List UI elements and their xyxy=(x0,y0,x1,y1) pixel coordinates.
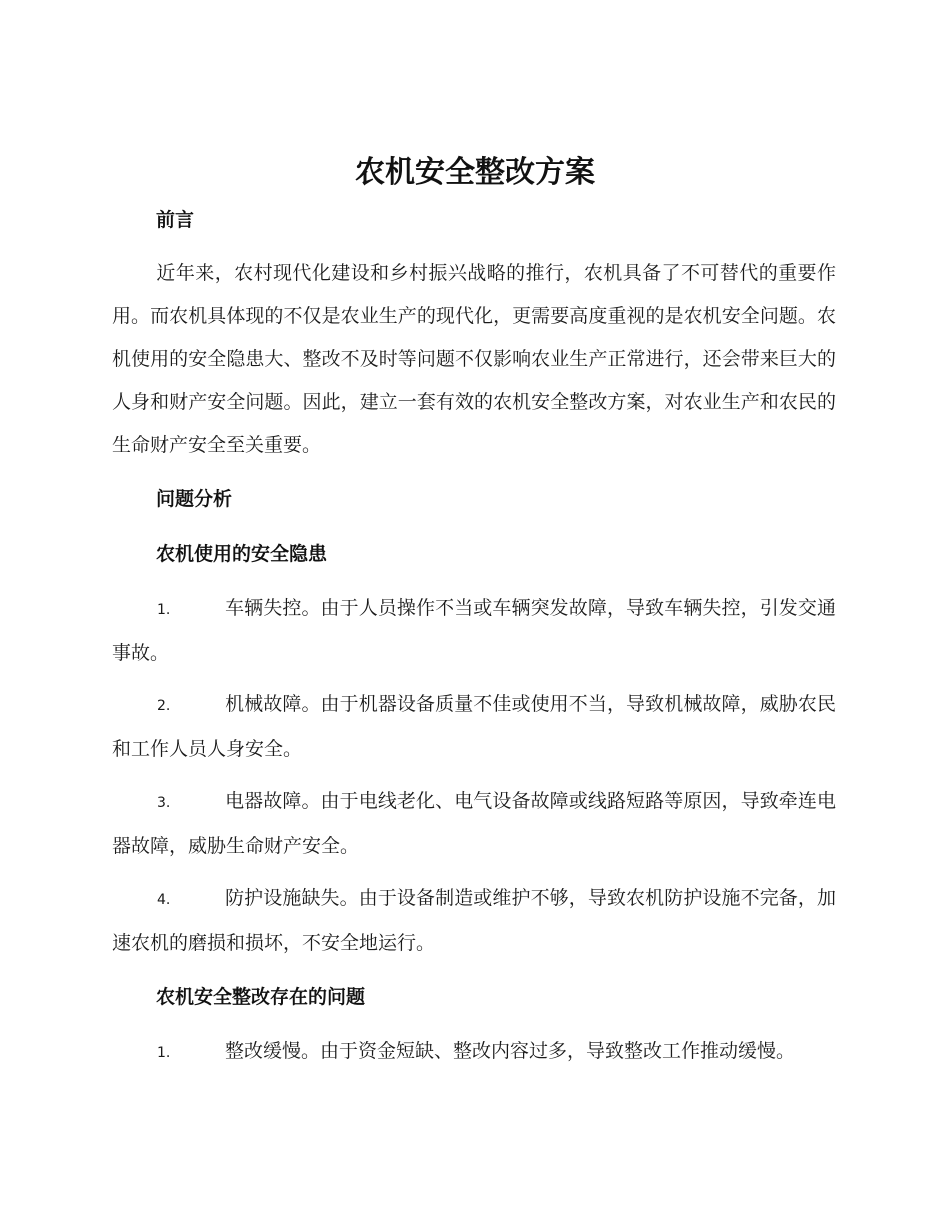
list-item-number: 2. xyxy=(157,698,171,714)
list-item xyxy=(112,780,836,868)
list-item-number: 1. xyxy=(157,602,171,618)
list-item-text: 防护设施缺失。由于设备制造或维护不够，导致农机防护设施不完备，加速农机的磨损和损坏，不安全地运行。 xyxy=(112,887,836,954)
subsection-heading-problems: 农机安全整改存在的问题 xyxy=(156,986,366,1008)
list-item-number: 4. xyxy=(157,892,171,908)
section-heading-preface: 前言 xyxy=(156,209,195,231)
list-item-text: 机械故障。由于机器设备质量不佳或使用不当，导致机械故障，威胁农民和工作人员人身安全。 xyxy=(112,693,836,760)
list-item xyxy=(112,587,836,675)
preface-paragraph xyxy=(112,252,836,467)
list-item-number: 3. xyxy=(157,795,171,811)
list-item-text: 整改缓慢。由于资金短缺、整改内容过多，导致整改工作推动缓慢。 xyxy=(225,1040,796,1062)
list-item-text: 电器故障。由于电线老化、电气设备故障或线路短路等原因，导致牵连电器故障，威胁生命财产安全。 xyxy=(112,790,836,857)
subsection-heading-hazards: 农机使用的安全隐患 xyxy=(156,543,328,565)
list-item-number: 1. xyxy=(157,1045,171,1061)
list-item xyxy=(112,683,836,771)
preface-text: 近年来，农村现代化建设和乡村振兴战略的推行，农机具备了不可替代的重要作用。而农机具体现的不仅是农业生产的现代化，更需要高度重视的是农机安全问题。农机使用的安全隐患大、整改不及时等问题不仅影响农业生产正常进行，还会带来巨大的人身和财产安全问题。因此，建立一套有效的农机安全整改方案，对农业生产和农民的生命财产安全至关重要。 xyxy=(112,262,836,456)
list-item-text: 车辆失控。由于人员操作不当或车辆突发故障，导致车辆失控，引发交通事故。 xyxy=(112,597,836,664)
list-item xyxy=(112,1030,836,1075)
list-item xyxy=(112,877,836,965)
section-heading-analysis: 问题分析 xyxy=(156,488,233,510)
document-title: 农机安全整改方案 xyxy=(355,155,595,190)
